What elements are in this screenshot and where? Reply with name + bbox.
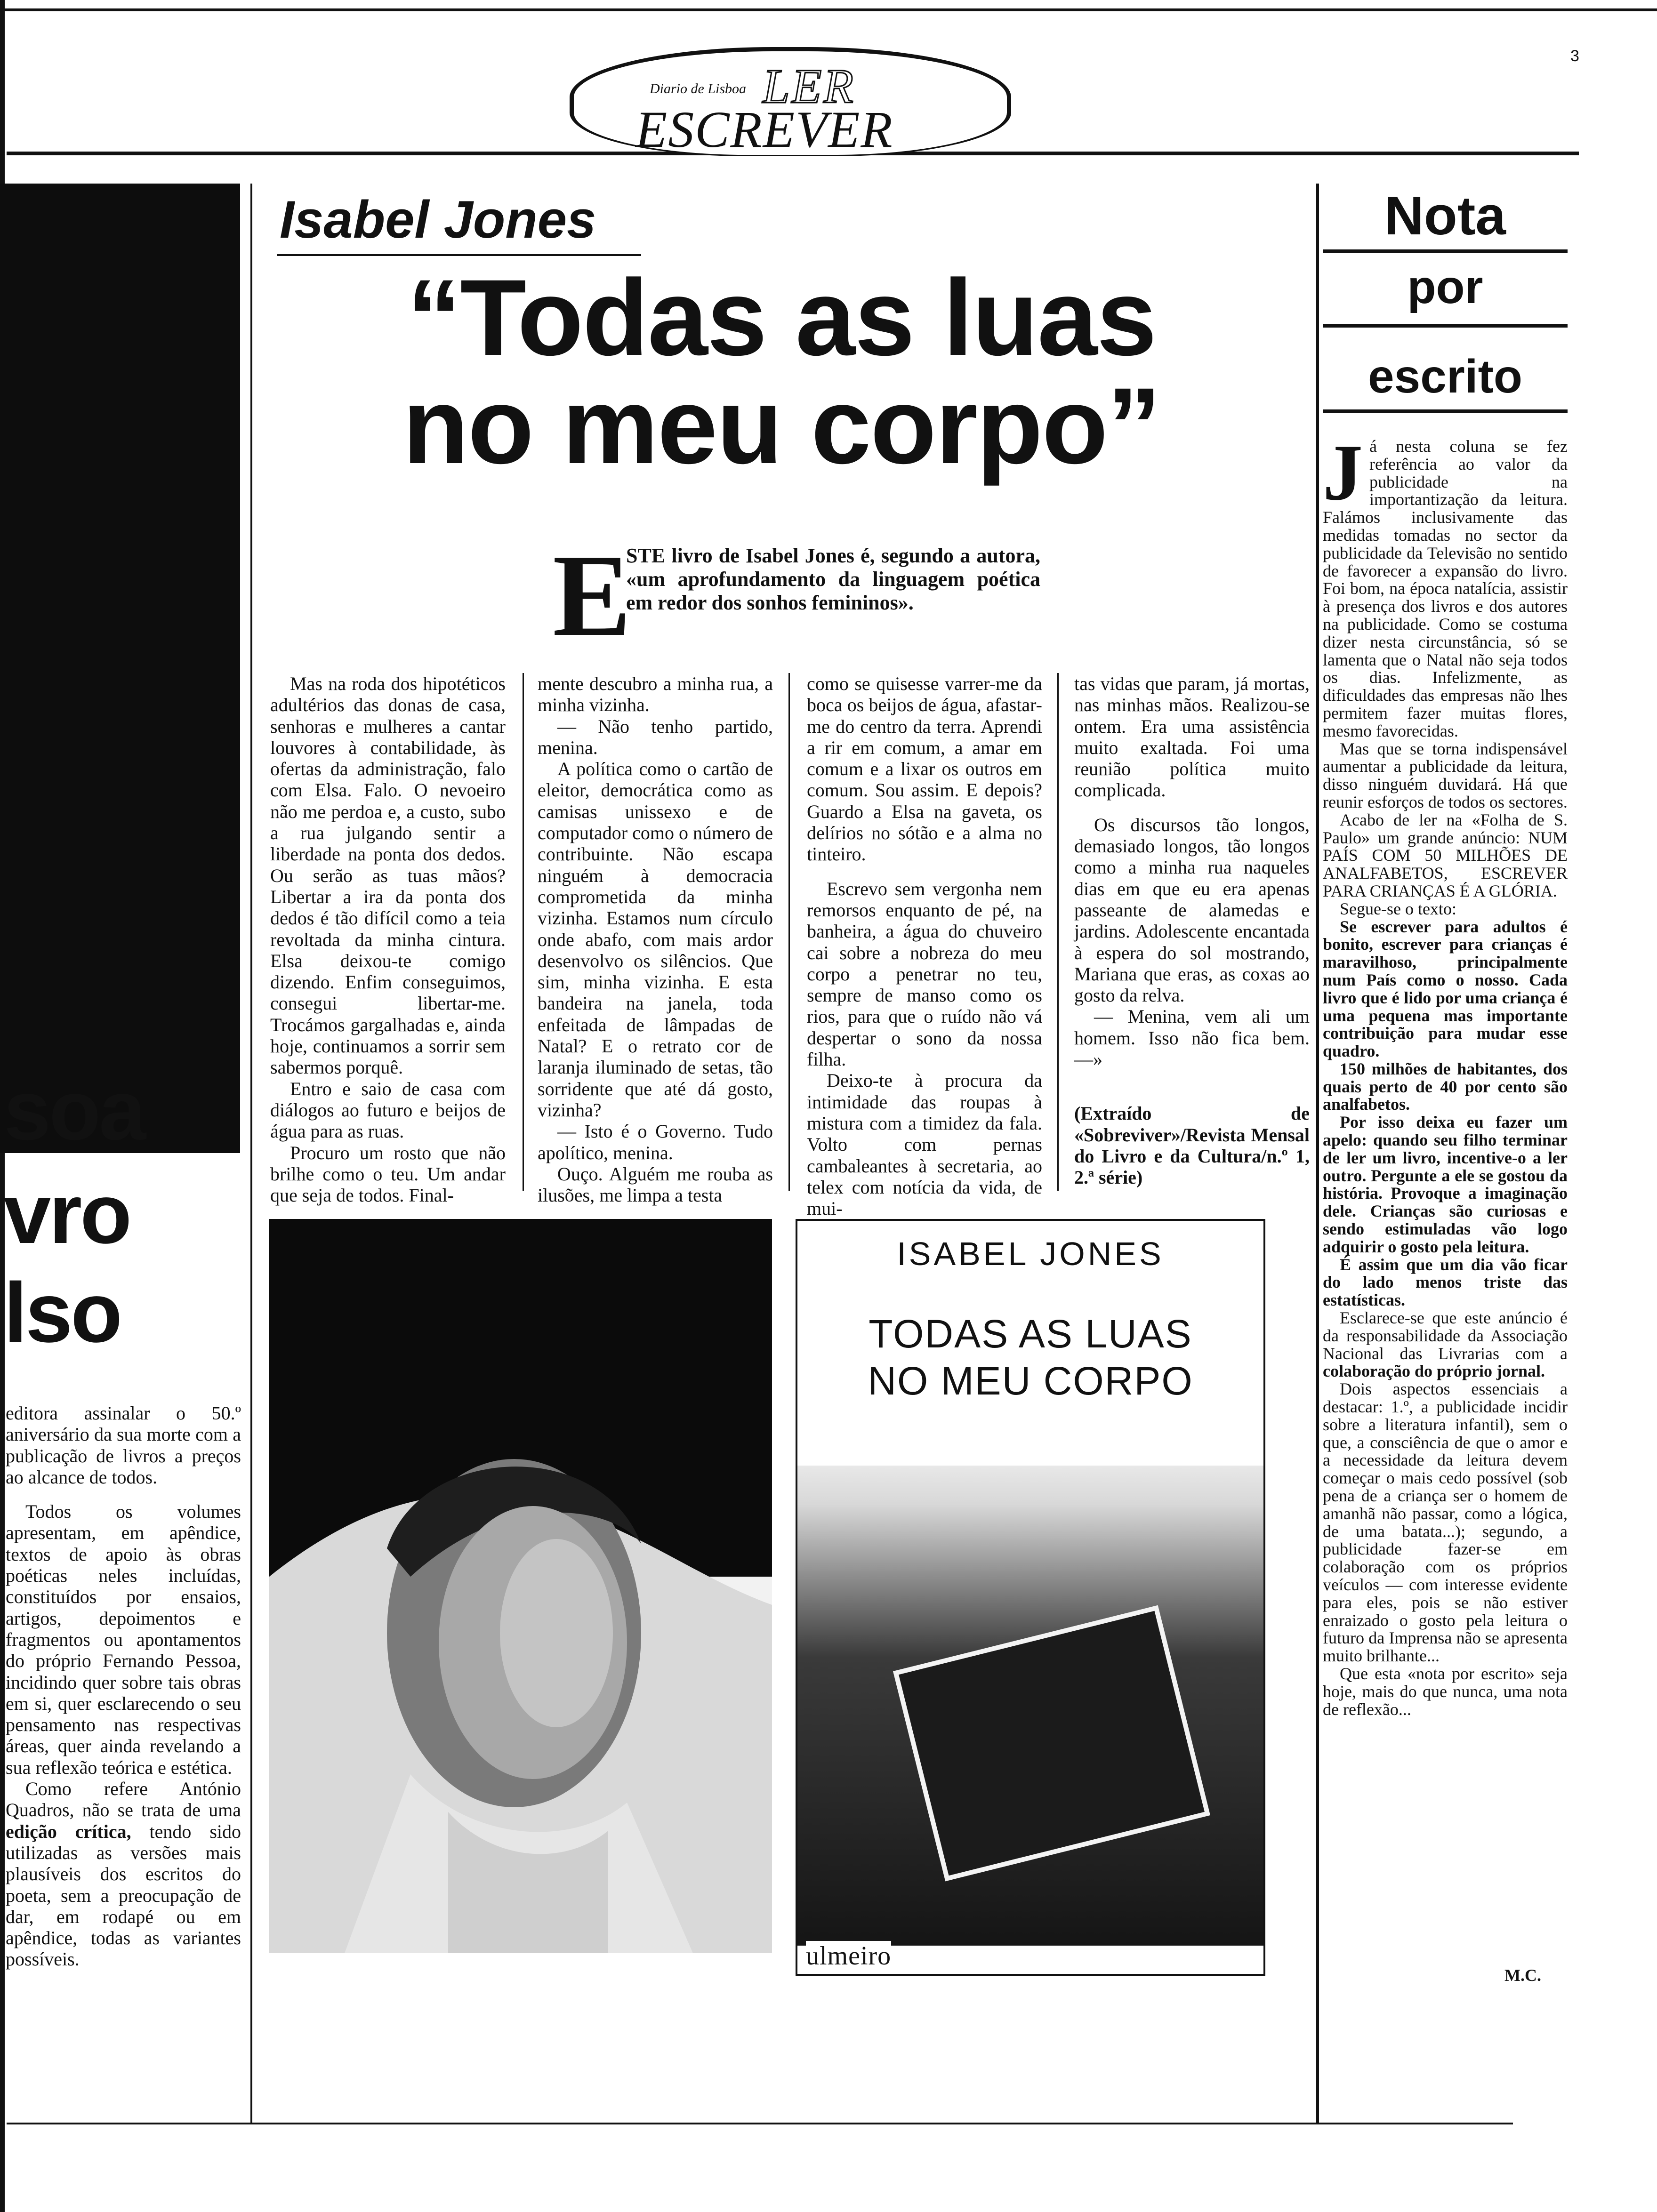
left-paragraph-1: editora assinalar o 50.º aniversário da sua morte com a publicação de livros a preços ao alcance de todos. bbox=[6, 1403, 241, 1488]
col1-paragraph: Procuro um rosto que não brilhe como o teu. Um andar que seja de todos. Final- bbox=[270, 1142, 506, 1206]
col4-paragraph: — Menina, vem ali um homem. Isso não fica bem. —» bbox=[1074, 1006, 1310, 1070]
column-divider-1 bbox=[523, 673, 524, 1191]
nota-paragraph-10: Dois aspectos essenciais a destacar: 1.º, a publicidade incidir sobre a literatura infantil), sem o que, a consciência de que o amor e a necessidade da leitura devem começar o mais cedo possível (sob pena de a criança ser o homem de amanhã não passar, como a lógica, de uma batata...); segundo, a publicidade fazer-se em colaboração com os próprios veículos — com interesse evidente para eles, pois se não estiver enraizado o gosto pela leitura o futuro da Imprensa não se apresenta muito brilhante... bbox=[1323, 1379, 1568, 1666]
col2-paragraph: mente descubro a minha rua, a minha vizinha. bbox=[538, 673, 773, 716]
article-title bbox=[287, 257, 1276, 486]
col2-paragraph: — Isto é o Governo. Tudo apolítico, menina. bbox=[538, 1121, 773, 1163]
nota-column-text bbox=[1323, 428, 1568, 1719]
bottom-rule bbox=[7, 2123, 1513, 2124]
page-number: 3 bbox=[1570, 47, 1579, 65]
author-photo bbox=[269, 1219, 772, 1953]
book-cover bbox=[796, 1219, 1265, 1976]
author-underline bbox=[277, 254, 641, 256]
nota-rule-3 bbox=[1323, 409, 1568, 413]
article-column-3 bbox=[807, 673, 1042, 1219]
escrito-heading: escrito bbox=[1368, 350, 1522, 403]
masthead-ler: LER bbox=[763, 59, 855, 113]
col3-paragraph: Deixo-te à procura da intimidade das roupas à mistura com a timidez da fala. Volto com pernas cambaleantes à secretaria, ao telex com notícia da vida, de mui- bbox=[807, 1070, 1042, 1219]
article-author: Isabel Jones bbox=[280, 190, 596, 249]
col1-paragraph: Mas na roda dos hipotéticos adultérios das donas de casa, senhoras e mulheres a cantar louvores à contabilidade, às ofertas da administração, falo com Elsa. Falo. O nevoeiro não me perdoa e, a custo, subo a rua julgando sentir a liberdade na ponta dos dedos. Ou serão as tuas mãos? Libertar a ira da ponta dos dedos é tão difícil como a teia revoltada da minha cintura. Elsa deixou-te comigo dizendo. Enfim conseguimos, consegui libertar-me. Trocámos gargalhadas e, ainda hoje, continuamos a sorrir sem sabermos porquê. bbox=[270, 673, 506, 1078]
article-lead: STE livro de Isabel Jones é, segundo a autora, «um aprofundamento da linguagem poética em redor dos sonhos femininos». bbox=[626, 544, 1040, 614]
nota-signature: M.C. bbox=[1504, 1966, 1541, 1985]
col2-paragraph: — Não tenho partido, menina. bbox=[538, 715, 773, 758]
left-headline-fragment-1: soa bbox=[4, 1063, 145, 1158]
nota-paragraph-7: Por isso deixa eu fazer um apelo: quando seu filho terminar de ler um livro, incentive-o a ler outro. Pergunte a ele se gostou da história. Provoque a imaginação dele. Crianças são curiosas e sendo estimuladas vão logo adquirir o gosto pela leitura. bbox=[1323, 1113, 1568, 1256]
left-headline-fragment-2: vro bbox=[4, 1167, 130, 1261]
nota-rule-2 bbox=[1323, 324, 1568, 328]
masthead-escrever: ESCREVER bbox=[635, 101, 893, 158]
nota-heading: Nota bbox=[1384, 185, 1506, 246]
nota-paragraph-8: É assim que um dia vão ficar do lado menos triste das estatísticas. bbox=[1323, 1255, 1568, 1310]
book-cover-publisher: ulmeiro bbox=[806, 1941, 892, 1971]
nota-paragraph-6: 150 milhões de habitantes, dos quais perto de 40 por cento são analfabetos. bbox=[1323, 1059, 1568, 1114]
masthead-newspaper-name: Diario de Lisboa bbox=[650, 81, 747, 96]
nota-dropcap: J bbox=[1323, 428, 1363, 517]
article-title-line-1: “Todas as luas bbox=[407, 257, 1156, 378]
nota-paragraph-5: Se escrever para adultos é bonito, escrever para crianças é maravilhoso, principalmente num País como o nosso. Cada livro que é lido por uma criança é uma pequena mas importante contribuição para mudar esse quadro. bbox=[1323, 917, 1568, 1061]
col4-paragraph: Os discursos tão longos, demasiado longos, tão longos como a minha rua naqueles dias em que eu era apenas passeante de alamedas e jardins. Adolescente encantada à espera do sol mostrando, Mariana que eras, as coxas ao gosto da relva. bbox=[1074, 814, 1310, 1006]
left-paragraph-2: Todos os volumes apresentam, em apêndice, textos de apoio às obras poéticas neles incluídas, constituídos por ensaios, artigos, depoimentos e fragmentos ou apontamentos do próprio Fernando Pessoa, incidindo quer sobre tais obras em si, quer esclarecendo o seu pensamento nas respectivas áreas, quer ainda revelando a sua reflexão teórica e estética. bbox=[6, 1501, 241, 1778]
top-border bbox=[0, 8, 1657, 11]
nota-rule-1 bbox=[1323, 249, 1568, 253]
author-portrait-drawing bbox=[269, 1219, 772, 1953]
por-heading: por bbox=[1407, 261, 1483, 313]
nota-paragraph-2: Mas que se torna indispensável aumentar a publicidade da leitura, disso ninguém duvidará. Há que reunir esforços de todos os sectores. bbox=[1323, 739, 1568, 811]
nota-paragraph-4: Segue-se o texto: bbox=[1340, 899, 1456, 918]
col2-paragraph: Ouço. Alguém me rouba as ilusões, me limpa a testa bbox=[538, 1163, 773, 1206]
col4-paragraph: tas vidas que param, já mortas, nas minhas mãos. Realizou-se ontem. Era uma assistência muito exaltada. Foi uma reunião política muito complicada. bbox=[1074, 673, 1310, 801]
article-title-line-2: no meu corpo” bbox=[402, 365, 1160, 486]
left-column-divider bbox=[250, 184, 252, 2123]
article-column-1 bbox=[270, 673, 506, 1206]
article-source: (Extraído de «Sobreviver»/Revista Mensal do Livro e da Cultura/n.º 1, 2.ª série) bbox=[1074, 1103, 1310, 1188]
left-photo bbox=[0, 184, 240, 1158]
column-divider-2 bbox=[788, 673, 790, 1191]
article-column-4 bbox=[1074, 673, 1310, 1188]
col3-paragraph: Escrevo sem vergonha nem remorsos enquanto de pé, na banheira, a água do chuveiro cai sobre a nobreza do meu corpo a penetrar no teu, sempre de manso como os rios, para que o ruído não vá despertar o sono da nossa filha. bbox=[807, 878, 1042, 1070]
left-paragraph-3: Como refere António Quadros, não se trata de uma edição crítica, tendo sido utilizadas as versões mais plausíveis dos escritos do poeta, sem a preocupação de dar, em rodapé ou em apêndice, todas as variantes possíveis. bbox=[6, 1778, 241, 1970]
col1-paragraph: Entro e saio de casa com diálogos ao futuro e beijos de água para as ruas. bbox=[270, 1078, 506, 1142]
col3-paragraph: como se quisesse varrer-me da boca os beijos de água, afastar-me do centro da terra. Aprendi a rir em comum, a amar em comum e a lixar os outros em comum. Sou assim. E depois? Guardo a Elsa na gaveta, os delírios no sótão e a alma no tinteiro. bbox=[807, 673, 1042, 865]
lead-dropcap: E bbox=[553, 530, 631, 661]
left-headline-fragment-3: lso bbox=[4, 1266, 121, 1360]
article-column-2 bbox=[538, 673, 773, 1206]
book-cover-title: TODAS AS LUAS NO MEU CORPO bbox=[868, 1312, 1193, 1403]
column-divider-3 bbox=[1057, 673, 1059, 1191]
col2-paragraph: A política como o cartão de eleitor, democrática como as camisas unissexo e de computador como o número de contribuinte. Não escapa ninguém à democracia comprometida da minha vizinha. Estamos num círculo onde abafo, com mais ardor desenvolvo os silêncios. Que sim, minha vizinha. E esta bandeira na janela, toda enfeitada de lâmpadas de Natal? E o retrato cor de laranja iluminado de setas, tão sorridente que até dá gosto, vizinha? bbox=[538, 758, 773, 1121]
right-column-divider bbox=[1316, 184, 1319, 2123]
book-cover-author: ISABEL JONES bbox=[897, 1235, 1164, 1272]
left-column-text bbox=[6, 1403, 241, 1970]
nota-paragraph-1: Já nesta coluna se fez referência ao valor da publicidade na importantização da leitura. Falámos inclusivamente das medidas tomadas no sector da publicidade da Televisão no sentido de favorecer a expansão do livro. Foi bom, na época natalícia, assistir à presença dos livros e dos autores na publicidade. Como se costuma dizer nesta circunstância, só se lamenta que o Natal não seja todos os dias. Infelizmente, as dificuldades das empresas não lhes permitem fazer muitas flores, mesmo favorecidas. bbox=[1323, 428, 1568, 740]
nota-paragraph-3: Acabo de ler na «Folha de S. Paulo» um grande anúncio: NUM PAÍS COM 50 MILHÕES DE ANALFABETOS, ESCREVER PARA CRIANÇAS É A GLÓRIA. bbox=[1323, 810, 1568, 900]
nota-paragraph-11: Que esta «nota por escrito» seja hoje, mais do que nunca, uma nota de reflexão... bbox=[1323, 1664, 1568, 1719]
nota-paragraph-9: Esclarece-se que este anúncio é da responsabilidade da Associação Nacional das Livrarias com a colaboração do próprio jornal. bbox=[1323, 1308, 1568, 1381]
